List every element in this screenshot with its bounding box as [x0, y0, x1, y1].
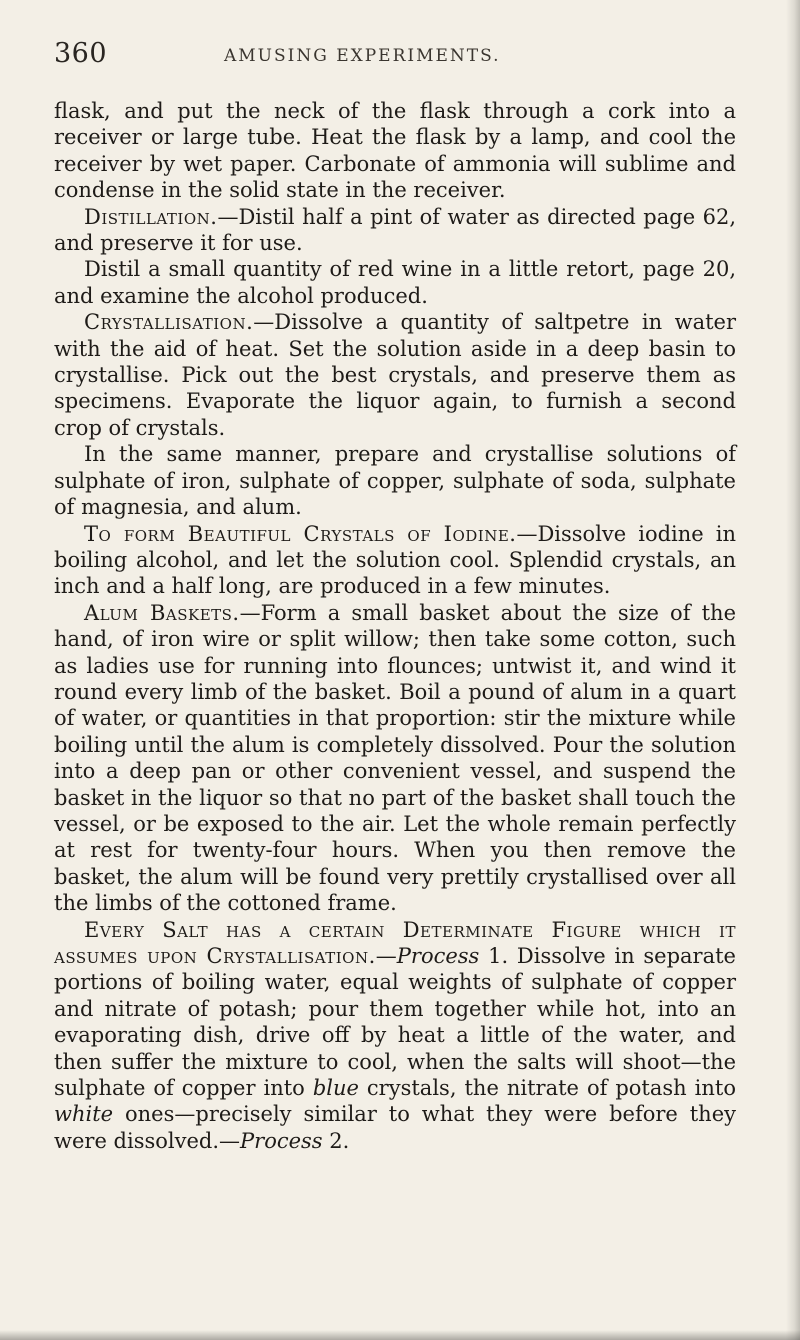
paragraph-text: —Dissolve iodine in boiling alcohol, and let the solution cool. Splendid crystals, an inch and a half long, are produced in a few minutes. — [54, 521, 736, 599]
section-heading: Every Salt has a certain Determinate Figure which it assumes upon Crystallisation. — [54, 917, 736, 968]
section-heading: Crystallisation. — [84, 310, 254, 335]
running-head: AMUSING EXPERIMENTS. — [224, 46, 501, 66]
section-heading: Alum Baskets. — [84, 600, 240, 625]
paragraph-text: —Dissolve a quantity of saltpetre in water with the aid of heat. Set the solution aside in a deep basin to crystallise. Pick out the best crystals, and preserve them as specimens. Evaporate the liquor again, to furnish a second crop of crystals. — [54, 310, 736, 440]
paragraph-text: flask, and put the neck of the flask through a cork into a receiver or large tube. Heat the flask by a lamp, and cool the receiver by wet paper. Carbonate of ammonia will sublime and condense in the solid state in the receiver. — [54, 99, 736, 203]
paragraph-text: —Distil half a pint of water as directed page 62, and preserve it for use. — [54, 204, 736, 256]
page-edge-shadow — [786, 0, 800, 1340]
paragraph — [54, 521, 736, 600]
text-run: ones—precisely similar to what they were before they were dissolved.— — [54, 1102, 736, 1153]
paragraph — [54, 600, 736, 917]
page-bottom-edge — [0, 1330, 800, 1340]
page-header — [0, 38, 800, 78]
section-heading: Distillation. — [84, 204, 218, 229]
paragraph-text: —Form a small basket about the size of the hand, of iron wire or split willow; then take some cotton, such as ladies use for running into flounces; untwist it, and wind it round every limb of the basket. Boil a pound of alum in a quart of water, or quantities in that proportion: stir the mixture while boiling until the alum is completely dissolved. Pour the solution into a deep pan or other convenient vessel, and suspend the basket in the liquor so that no part of the basket shall touch the vessel, or be exposed to the air. Let the whole remain perfectly at rest for twenty-four hours. When you then remove the basket, the alum will be found very prettily crystallised over all the limbs of the cottoned frame. — [54, 600, 736, 916]
italic-text: Process — [240, 1128, 323, 1153]
paragraph-text-parts — [54, 944, 736, 1153]
italic-text: white — [54, 1102, 114, 1127]
paragraph — [54, 98, 736, 204]
text-run: 1. Dissolve in separate portions of boiling water, equal weights of sulphate of copper and nitrate of potash; pour them together while hot, into an evaporating dish, drive off by heat a little of the water, and then suffer the mixture to cool, when the salts will shoot—the sulphate of copper into — [54, 944, 736, 1101]
paragraph-text: In the same manner, prepare and crystallise solutions of sulphate of iron, sulphate of copper, sulphate of soda, sulphate of magnesia, and alum. — [54, 442, 736, 520]
section-heading: To form Beautiful Crystals of Iodine. — [84, 521, 517, 546]
text-run: crystals, the nitrate of potash into — [358, 1076, 736, 1101]
italic-text: blue — [312, 1076, 359, 1101]
paragraph — [54, 441, 736, 520]
text-run: 2. — [322, 1128, 350, 1153]
paragraph — [54, 204, 736, 257]
page-number: 360 — [54, 38, 108, 69]
paragraph — [54, 309, 736, 441]
text-run: — — [375, 944, 397, 968]
paragraph — [54, 917, 736, 1155]
text-body — [54, 98, 736, 1154]
italic-text: Process — [396, 944, 480, 968]
paragraph — [54, 256, 736, 309]
paragraph-text: Distil a small quantity of red wine in a little retort, page 20, and examine the alcohol produced. — [54, 257, 736, 308]
